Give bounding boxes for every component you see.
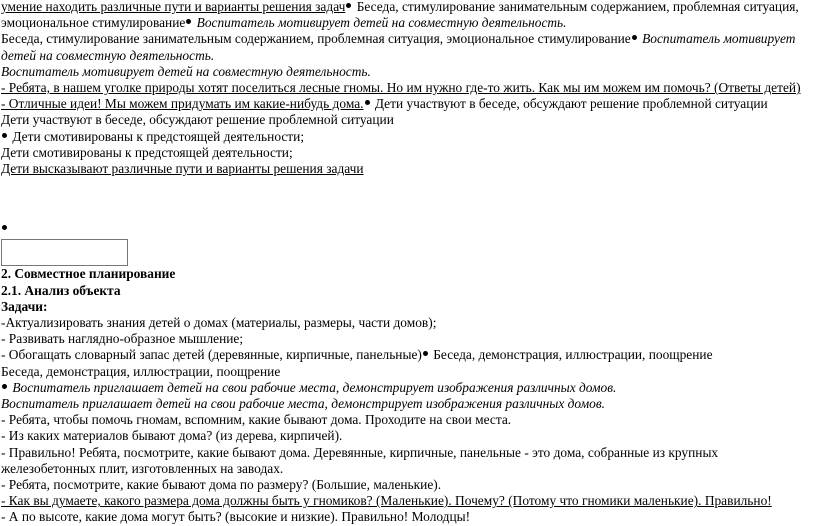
bullet-icon (2, 133, 7, 138)
empty-text-box (1, 239, 128, 266)
task-line: -Актуализировать знания детей о домах (материалы, размеры, части домов); (1, 315, 437, 331)
task-line (1, 347, 813, 363)
italic-line: Воспитатель мотивирует детей на совместную деятельность. (1, 63, 371, 79)
text-line: Дети участвуют в беседе, обсуждают решение проблемной ситуации (1, 112, 394, 128)
text-line (1, 129, 813, 145)
plain-text: Дети смотивированы к предстоящей деятельности; (9, 128, 305, 144)
italic-line (1, 380, 813, 396)
bullet-icon (632, 35, 637, 40)
text-line (1, 0, 813, 15)
spacer (1, 177, 813, 221)
section-subheading: 2.1. Анализ объекта (1, 282, 121, 298)
plain-text: Беседа, стимулирование занимательным содержанием, проблемная ситуация, эмоциональное стимулирование (1, 31, 631, 47)
plain-text: эмоциональное стимулирование (1, 15, 186, 31)
bullet-icon (2, 384, 7, 389)
bullet-line (1, 221, 813, 237)
text-line: Дети смотивированы к предстоящей деятельности; (1, 144, 293, 160)
bullet-icon (423, 351, 428, 356)
bullet-icon (186, 19, 191, 24)
dialogue-line: - Из каких материалов бывают дома? (из дерева, кирпичей). (1, 428, 343, 444)
plain-text: Дети участвуют в беседе, обсуждают решение проблемной ситуации (371, 96, 768, 112)
text-line (1, 31, 813, 47)
underlined-dialogue-line: - Как вы думаете, какого размера дома должны быть у гномиков? (Маленькие). Почему? (Потому что гномики маленькие). Правильно! (1, 493, 772, 509)
tasks-label: Задачи: (1, 298, 48, 314)
underlined-text: умение находить различные пути и варианты решения задач (1, 0, 346, 14)
italic-text: Воспитатель мотивирует детей на совместную деятельность. (193, 15, 567, 31)
text-line (1, 96, 813, 112)
italic-text: Воспитатель мотивирует (638, 31, 796, 47)
underlined-line: Дети высказывают различные пути и варианты решения задачи (1, 161, 364, 177)
bullet-icon (2, 225, 7, 230)
document-body (1, 0, 813, 526)
plain-text: - Обогащать словарный запас детей (деревянные, кирпичные, панельные) (1, 347, 422, 363)
bullet-icon (365, 100, 370, 105)
underlined-text: - Отличные идеи! Мы можем придумать им какие-нибудь дома. (1, 96, 364, 112)
plain-text: Беседа, стимулирование занимательным содержанием, проблемная ситуация, (353, 0, 799, 14)
text-line (1, 15, 813, 31)
text-line: Беседа, демонстрация, иллюстрации, поощрение (1, 363, 281, 379)
dialogue-paragraph: - Правильно! Ребята, посмотрите, какие бывают дома. Деревянные, кирпичные, панельные - это дома, собранные из крупных железобетонных плит, изготовленных на заводах. (1, 444, 719, 476)
bullet-icon (346, 3, 351, 8)
dialogue-line: - А по высоте, какие дома могут быть? (высокие и низкие). Правильно! Молодцы! (1, 509, 471, 525)
underlined-line: - Ребята, в нашем уголке природы хотят поселиться лесные гномы. Но им нужно где-то жить. Как мы им можем им помочь? (Ответы детей) (1, 80, 801, 96)
section-heading: 2. Совместное планирование (1, 266, 176, 282)
dialogue-line: - Ребята, чтобы помочь гномам, вспомним, какие бывают дома. Проходите на свои места. (1, 412, 512, 428)
plain-text: Беседа, демонстрация, иллюстрации, поощрение (429, 347, 713, 363)
dialogue-line: - Ребята, посмотрите, какие бывают дома по размеру? (Большие, маленькие). (1, 477, 442, 493)
italic-text: Воспитатель приглашает детей на свои рабочие места, демонстрирует изображения различных домов. (9, 379, 617, 395)
italic-line: Воспитатель приглашает детей на свои рабочие места, демонстрирует изображения различных домов. (1, 396, 606, 412)
italic-line: детей на совместную деятельность. (1, 47, 215, 63)
task-line: - Развивать наглядно-образное мышление; (1, 331, 244, 347)
